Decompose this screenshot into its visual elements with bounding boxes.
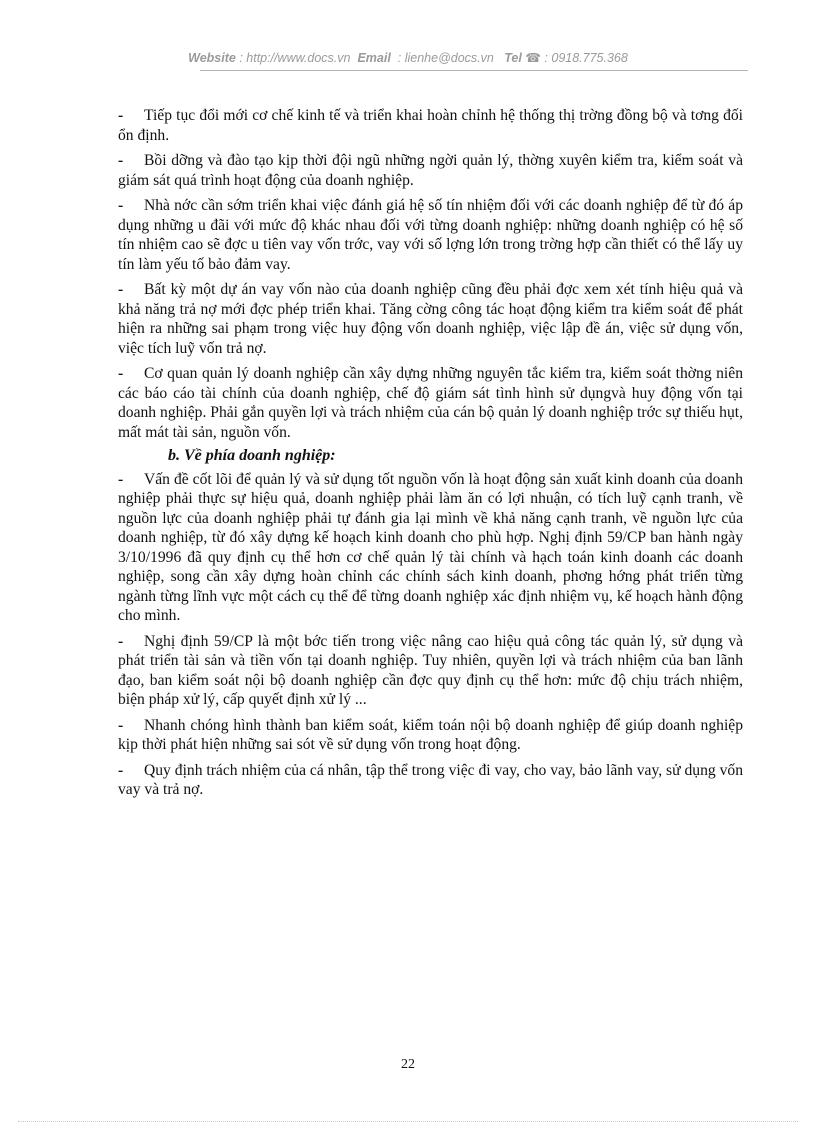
paragraph bbox=[118, 280, 743, 358]
paragraph-text: Cơ quan quản lý doanh nghiệp cần xây dựng những nguyên tắc kiểm tra, kiểm soát thờng niên các báo cáo tài chính của doanh nghiệp, chế độ giám sát tình hình sử dụngvà huy động vốn tại doanh nghiệp. Phải gắn quyền lợi và trách nhiệm của cán bộ quản lý doanh nghiệp trớc sự thiếu hụt, mất mát tài sản, nguồn vốn. bbox=[118, 365, 743, 441]
tel-label: Tel bbox=[504, 51, 522, 65]
paragraph-text: Nghị định 59/CP là một bớc tiến trong việc nâng cao hiệu quả công tác quản lý, sử dụng và phát triển tài sản và tiền vốn tại doanh nghiệp. Tuy nhiên, quyền lợi và trách nhiệm của ban lãnh đạo, ban kiểm soát nội bộ doanh nghiệp cần đợc quy định cụ thể hơn: mức độ chịu trách nhiệm, biện pháp xử lý, cấp quyết định xử lý ... bbox=[118, 632, 743, 708]
bullet: - bbox=[118, 632, 124, 650]
paragraph bbox=[118, 196, 743, 274]
bullet: - bbox=[118, 365, 124, 382]
paragraph bbox=[118, 106, 743, 145]
bullet: - bbox=[118, 470, 124, 488]
phone-icon: ☎ bbox=[525, 51, 541, 65]
paragraph-text: Quy định trách nhiệm của cá nhân, tập thể trong việc đi vay, cho vay, bảo lãnh vay, sử dụng vốn vay và trả nợ. bbox=[118, 761, 743, 798]
paragraph-text: Tiếp tục đổi mới cơ chế kinh tế và triển khai hoàn chỉnh hệ thống thị trờng đồng bộ và tơng đối ổn định. bbox=[118, 107, 743, 144]
paragraph bbox=[118, 632, 743, 710]
paragraph bbox=[118, 470, 743, 626]
bullet: - bbox=[118, 716, 124, 734]
header-divider bbox=[200, 70, 748, 71]
bullet: - bbox=[118, 152, 124, 169]
page-header bbox=[0, 50, 816, 65]
email-value[interactable]: : lienhe@docs.vn bbox=[397, 51, 494, 65]
bullet: - bbox=[118, 197, 124, 214]
page-number: 22 bbox=[401, 1057, 415, 1072]
paragraph-text: Vấn đề cốt lõi để quản lý và sử dụng tốt nguồn vốn là hoạt động sản xuất kinh doanh của doanh nghiệp phải thực sự hiệu quả, doanh nghiệp phải làm ăn có lợi nhuận, có tích luỹ cạnh tranh, về nguồn lực của doanh nghiệp phải tự đánh gia lại mình về khả năng cạnh tranh, về nguồn lực của doanh nghiệp, từ đó xây dựng kế hoạch kinh doanh cho phù hợp. Nghị định 59/CP ban hành ngày 3/10/1996 đã quy định cụ thể hơn cơ chế quản lý tài chính và hạch toán kinh doanh các doanh nghiệp, song cần xây dựng hoàn chỉnh các chính sách kinh doanh, phơng hớng phát triển từng ngành từng lĩnh vực một cách cụ thể để từng doanh nghiệp xác định nhiệm vụ, kế hoạch hành động cho mình. bbox=[118, 470, 743, 624]
website-label: Website bbox=[188, 51, 236, 65]
bullet: - bbox=[118, 761, 124, 779]
paragraph-text: Bất kỳ một dự án vay vốn nào của doanh nghiệp cũng đều phải đợc xem xét tính hiệu quả và khả năng trả nợ mới đợc phép triển khai. Tăng cờng công tác hoạt động kiểm tra kiểm soát để phát hiện ra những sai phạm trong việc huy động vốn doanh nghiệp, việc lập đề án, việc sử dụng vốn, việc tích luỹ vốn trả nợ. bbox=[118, 281, 743, 357]
paragraph-text: Nhà nớc cần sớm triển khai việc đánh giá hệ số tín nhiệm đối với các doanh nghiệp để từ đó áp dụng những u đãi với mức độ khác nhau đối với từng doanh nghiệp: những doanh nghiệp có hệ số tín nhiệm cao sẽ đợc u tiên vay vốn trớc, vay với số lợng lớn trong trờng hợp cần thiết có thể lấy uy tín làm yếu tố bảo đảm vay. bbox=[118, 197, 743, 273]
paragraph-text: Nhanh chóng hình thành ban kiểm soát, kiểm toán nội bộ doanh nghiệp để giúp doanh nghiệp kịp thời phát hiện những sai sót về sử dụng vốn trong hoạt động. bbox=[118, 716, 743, 753]
paragraph bbox=[118, 761, 743, 800]
paragraph bbox=[118, 716, 743, 755]
email-label: Email bbox=[357, 51, 391, 65]
footer-divider bbox=[18, 1121, 798, 1122]
paragraph bbox=[118, 364, 743, 442]
bullet: - bbox=[118, 281, 124, 298]
paragraph-text: Bồi dỡng và đào tạo kịp thời đội ngũ những ngời quản lý, thờng xuyên kiểm tra, kiểm soát và giám sát quá trình hoạt động của doanh nghiệp. bbox=[118, 152, 743, 189]
paragraph bbox=[118, 151, 743, 190]
section-heading: b. Về phía doanh nghiệp: bbox=[168, 447, 336, 464]
website-url[interactable]: : http://www.docs.vn bbox=[239, 51, 351, 65]
document-body bbox=[118, 106, 743, 806]
tel-value: : 0918.775.368 bbox=[544, 51, 628, 65]
bullet: - bbox=[118, 107, 124, 124]
